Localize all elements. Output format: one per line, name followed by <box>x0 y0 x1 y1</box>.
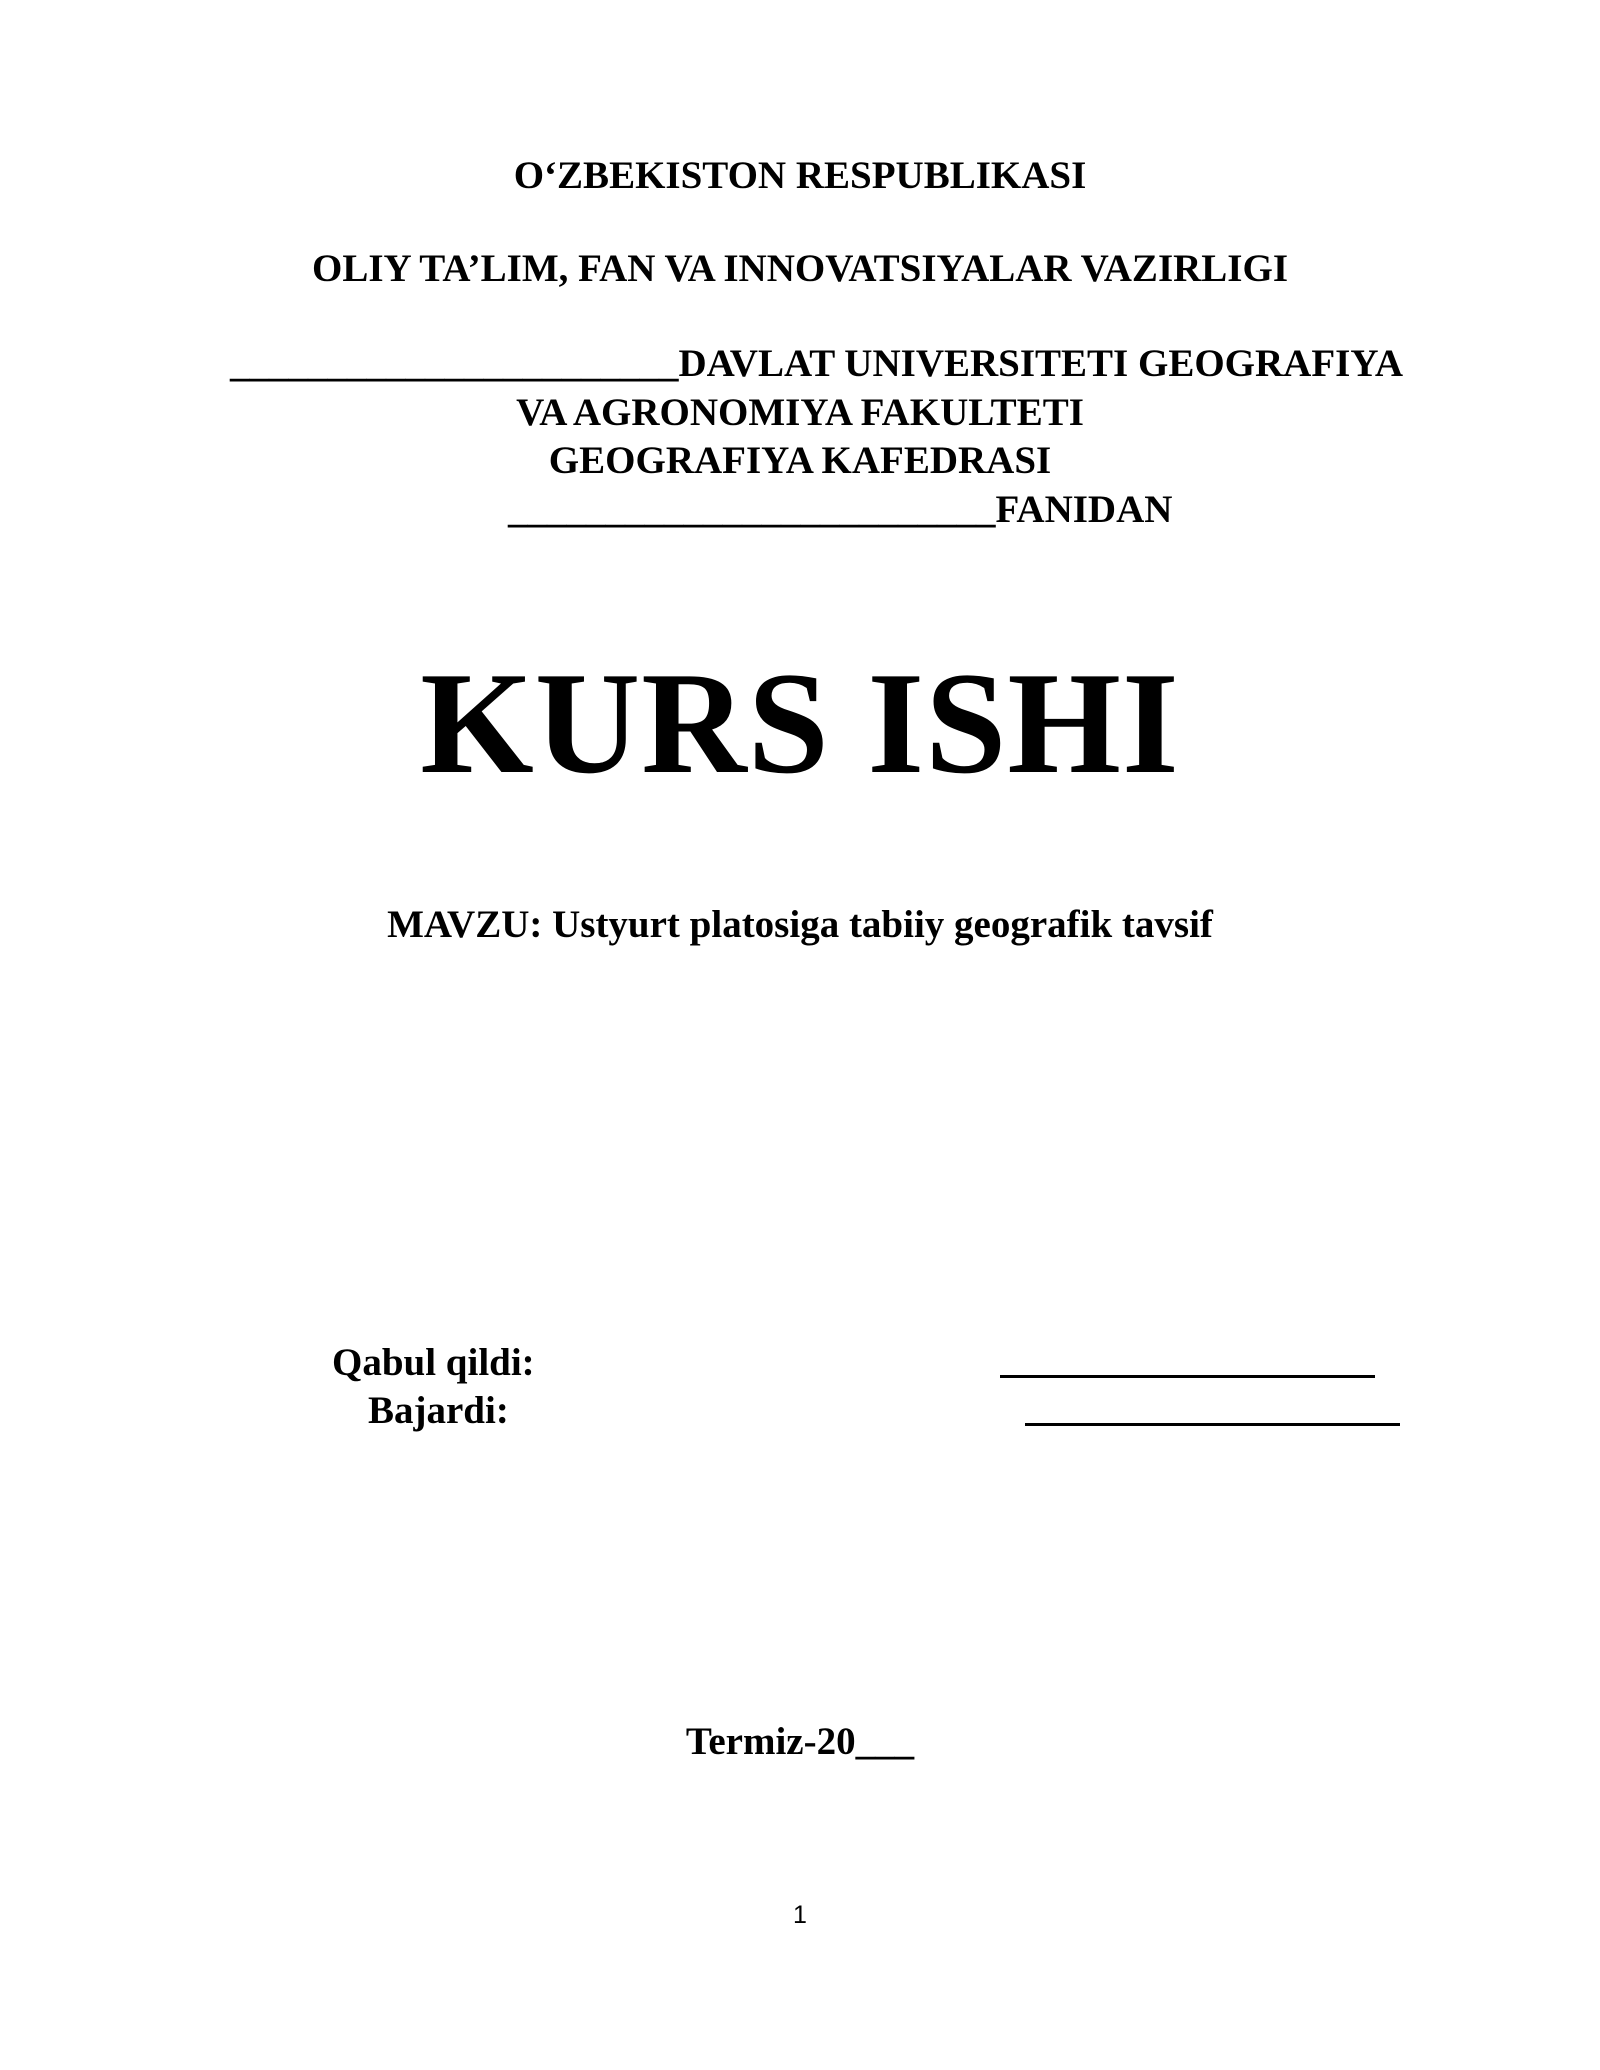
topic-line: MAVZU: Ustyurt platosiga tabiiy geografik tavsif <box>387 903 1213 946</box>
country-heading: O‘ZBEKISTON RESPUBLIKASI <box>513 154 1087 197</box>
department-heading: GEOGRAFIYA KAFEDRASI <box>548 439 1052 482</box>
accepted-by-signature-line <box>1000 1375 1375 1378</box>
page-number: 1 <box>793 1901 807 1929</box>
completed-by-label: Bajardi: <box>368 1389 509 1432</box>
subject-heading: _________________________FANIDAN <box>508 488 1173 531</box>
place-and-year: Termiz-20___ <box>685 1720 915 1763</box>
ministry-heading: OLIY TA’LIM, FAN VA INNOVATSIYALAR VAZIRLIGI <box>312 247 1288 290</box>
faculty-heading: VA AGRONOMIYA FAKULTETI <box>516 391 1084 434</box>
university-heading: _______________________DAVLAT UNIVERSITETI GEOGRAFIYA <box>230 342 1404 385</box>
document-title: KURS ISHI <box>420 642 1180 804</box>
accepted-by-label: Qabul qildi: <box>332 1341 535 1384</box>
completed-by-signature-line <box>1025 1423 1400 1426</box>
